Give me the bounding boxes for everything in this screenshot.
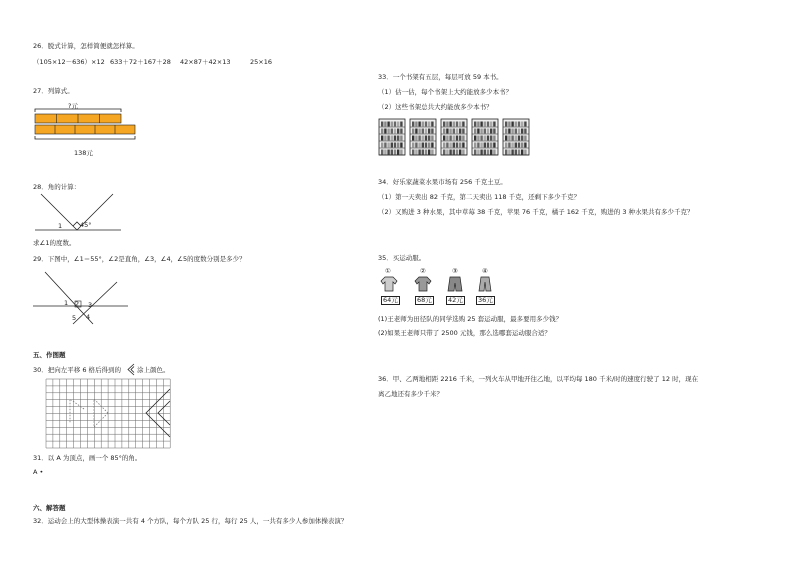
- q28-angle-figure: [33, 192, 123, 232]
- q29-lines-figure: [33, 268, 133, 328]
- q27-bottom-label: 138元: [74, 149, 93, 157]
- item-1-price: 64元: [383, 296, 398, 304]
- q33-sub1: （1）估一估，每个书架上大约能放多少本书？: [378, 88, 513, 96]
- item-4-number: ④: [482, 267, 488, 275]
- q34-sub1: （1）第一天卖出 82 千克，第二天卖出 118 千克，还剩下多少千克？: [378, 193, 581, 201]
- q33-sub2: （2）这些书架总共大约能放多少本书？: [378, 103, 493, 111]
- q27-title: 27．列算式。: [33, 87, 74, 95]
- section-5-heading: 五、作图题: [33, 351, 66, 359]
- q26-title: 26．脱式计算，怎样简便就怎样算。: [33, 42, 139, 50]
- q26-expr-2: 633＋72＋167＋28: [110, 58, 171, 66]
- bookshelf-icon: [440, 118, 468, 156]
- q30-grid: [46, 379, 170, 449]
- item-2-price: 68元: [417, 296, 432, 304]
- q28-question: 求∠1的度数。: [33, 239, 76, 247]
- item-3-shorts-icon: [447, 276, 463, 292]
- q26-expr-3: 42×87＋42×13: [180, 58, 231, 66]
- bookshelf-icon: [409, 118, 437, 156]
- q29-label-3: 3: [88, 301, 93, 309]
- q32-title: 32．运动会上的大型体操表演一共有 4 个方队，每个方队 25 行，每行 25 人，一共有多少人参加体操表演？: [33, 517, 348, 525]
- q35-sub2: (2)如果王老师只带了 2500 元钱，那么选哪套运动服合适？: [378, 329, 551, 337]
- sportswear-items: [378, 268, 498, 308]
- q28-angle-1: 1: [58, 222, 63, 230]
- q36-line2: 离乙地还有多少千米？: [378, 390, 443, 398]
- bookshelf-icon: [378, 118, 406, 156]
- bookshelf-row: [378, 118, 548, 156]
- item-2-number: ②: [420, 267, 426, 275]
- q30-inline-shape-icon: [127, 364, 135, 375]
- q29-label-4: 4: [86, 313, 91, 321]
- q34-title: 34．好乐家蔬菜水果市场有 256 千克土豆。: [378, 178, 507, 186]
- item-3-number: ③: [452, 267, 458, 275]
- q31-point-a: A •: [33, 468, 44, 476]
- q29-label-1: 1: [64, 299, 69, 307]
- q29-label-5: 5: [72, 314, 77, 322]
- bookshelf-icon: [502, 118, 530, 156]
- q33-title: 33．一个书架有五层，每层可放 59 本书。: [378, 73, 503, 81]
- q35-sub1: (1)王老师为田径队的同学选购 25 套运动服，最多要用多少钱？: [378, 315, 563, 323]
- item-3-price: 42元: [448, 296, 463, 304]
- q35-title: 35．买运动服。: [378, 254, 426, 262]
- item-1-jacket-icon: [380, 276, 398, 292]
- q30-title-a: 30．把向左平移 6 格后得到的: [33, 366, 122, 374]
- q34-sub2: （2）又购进 3 种水果，其中草莓 38 千克，苹果 76 千克，橘子 162 千克，购进的 3 种水果共有多少千克？: [378, 208, 694, 216]
- q30-title-b: 涂上颜色。: [137, 366, 170, 374]
- q28-title: 28．角的计算：: [33, 183, 81, 191]
- q27-top-label: ?元: [68, 102, 78, 110]
- q27-bar-diagram: [33, 108, 143, 148]
- q29-label-2: 2: [75, 300, 80, 308]
- q26-expr-1: （105×12－636）×12: [33, 58, 105, 66]
- item-4-pants-icon: [477, 276, 493, 292]
- q26-expr-4: 25×16: [250, 58, 272, 66]
- q31-title: 31．以 A 为顶点，画一个 85°的角。: [33, 454, 142, 462]
- q28-angle-45: 45°: [80, 221, 92, 229]
- item-4-price: 36元: [478, 296, 493, 304]
- bookshelf-icon: [471, 118, 499, 156]
- item-2-shirt-icon: [414, 276, 432, 292]
- q29-title: 29．下图中，∠1＝55°，∠2是直角，∠3，∠4，∠5的度数分别是多少？: [33, 255, 246, 263]
- q36-line1: 36．甲、乙两地相距 2216 千米，一列火车从甲地开往乙地，以平均每 180 千米/时的速度行驶了 12 时，现在: [378, 375, 699, 383]
- section-6-heading: 六、解答题: [33, 504, 66, 512]
- item-1-number: ①: [385, 267, 391, 275]
